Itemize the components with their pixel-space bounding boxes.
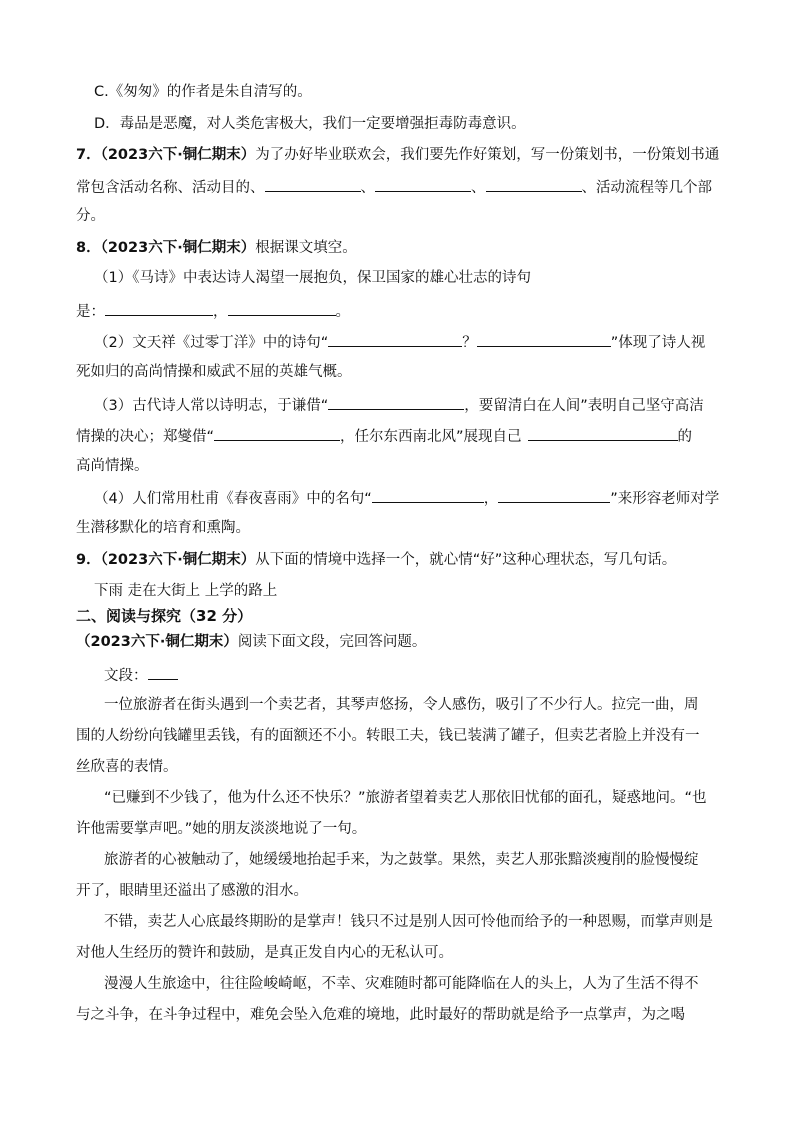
- passage-line: “已赚到不少钱了，他为什么还不快乐？”旅游者望着卖艺人那依旧忧郁的面孔，疑惑地问。“也: [104, 790, 707, 806]
- q8-p3-c: 情操的决心；郑燮借“: [76, 429, 215, 445]
- comma: ，: [213, 304, 228, 320]
- q8-p4: [94, 487, 719, 509]
- q8-p3-d: ，任尔东西南北风”展现自己: [340, 429, 522, 445]
- q6-option-d: D．毒品是恶魔，对人类危害极大，我们一定要增强拒毒防毒意识。: [94, 116, 526, 132]
- q9-text: 从下面的情境中选择一个，就心情“好”这种心理状态，写几句话。: [255, 552, 677, 568]
- passage-line: 一位旅游者在街头遇到一个卖艺者，其琴声悠扬，令人感伤，吸引了不少行人。拉完一曲，周: [104, 697, 699, 713]
- answer-blank[interactable]: [265, 176, 361, 192]
- q8-p1-b: [76, 300, 350, 322]
- answer-blank[interactable]: [498, 487, 610, 503]
- q8-p1-a: （1）《马诗》中表达诗人渴望一展抱负，保卫国家的雄心壮志的诗句: [94, 270, 531, 286]
- answer-blank[interactable]: [486, 176, 582, 192]
- answer-blank[interactable]: [372, 487, 484, 503]
- passage-line: 许他需要掌声吧。”她的朋友淡淡地说了一句。: [76, 821, 367, 837]
- q8-p1-start: 是：: [76, 304, 105, 320]
- section-instruction: [76, 632, 426, 652]
- instruction-text: 阅读下面文段，完回答问题。: [237, 634, 427, 650]
- passage-line: 围的人纷纷向钱罐里丢钱，有的面额还不小。转眼工夫，钱已装满了罐子，但卖艺者脸上并没有一: [76, 728, 700, 744]
- answer-blank[interactable]: [228, 300, 336, 316]
- passage-line: 开了，眼睛里还溢出了感激的泪水。: [76, 883, 308, 899]
- q7-sep: 、: [471, 180, 486, 196]
- answer-blank[interactable]: [105, 300, 213, 316]
- title-blank[interactable]: [148, 664, 178, 680]
- q8-title: 根据课文填空。: [255, 240, 357, 256]
- q9-number: 9．: [76, 552, 101, 568]
- q9-source: （2023六下·铜仁期末）: [100, 552, 256, 568]
- answer-blank[interactable]: [375, 176, 471, 192]
- q8-p3-line2: [76, 425, 692, 447]
- q8-source: （2023六下·铜仁期末）: [100, 240, 256, 256]
- answer-blank[interactable]: [214, 425, 340, 441]
- q8-p3-a: （3）古代诗人常以诗明志，于谦借“: [94, 398, 329, 414]
- q9-options: 下雨 走在大街上 上学的路上: [94, 583, 278, 599]
- q8-p3: [94, 394, 704, 416]
- q7-text-b1: 常包含活动名称、活动目的、: [76, 180, 265, 196]
- passage-label: [104, 664, 178, 686]
- q7-sep: 、: [360, 180, 375, 196]
- answer-blank[interactable]: [328, 394, 464, 410]
- comma: ，: [483, 491, 499, 507]
- q8-p2-c: 死如归的高尚情操和威武不屈的英雄气概。: [76, 364, 352, 380]
- q8-p2-a: （2）文天祥《过零丁洋》中的诗句“: [94, 335, 329, 351]
- passage-line: 漫漫人生旅途中，往往险峻崎岖，不幸、灾难随时都可能降临在人的头上，人为了生活不得不: [104, 976, 699, 992]
- passage-label-text: 文段：: [104, 668, 148, 684]
- q8-p2-b: ”体现了诗人视: [610, 335, 706, 351]
- passage-line: 与之斗争，在斗争过程中，难免会坠入危难的境地，此时最好的帮助就是给予一点掌声，为之喝: [76, 1007, 685, 1023]
- q7-source: （2023六下·铜仁期末）: [100, 147, 256, 163]
- q7-text-b2: 、活动流程等几个部: [581, 180, 712, 196]
- answer-blank[interactable]: [477, 331, 611, 347]
- passage-line: 丝欣喜的表情。: [76, 759, 178, 775]
- q8-p4-b: ”来形容老师对学: [610, 491, 720, 507]
- period: 。: [335, 304, 350, 320]
- q9-header: [76, 550, 676, 570]
- q7-line-2: [76, 176, 712, 198]
- q8-p4-c: 生潜移默化的培育和熏陶。: [76, 520, 250, 536]
- q8-p3-b: ，要留清白在人间”表明自己坚守高洁: [464, 398, 704, 414]
- q6-option-c: C.《匆匆》的作者是朱自清写的。: [94, 84, 312, 100]
- q7-text-c: 分。: [76, 208, 105, 224]
- passage-line: 旅游者的心被触动了，她缓缓地抬起手来，为之鼓掌。果然，卖艺人那张黯淡瘦削的脸慢慢绽: [104, 852, 699, 868]
- section-heading: 二、阅读与探究（32 分）: [76, 607, 253, 625]
- q8-number: 8．: [76, 240, 101, 256]
- passage-line: 不错，卖艺人心底最终期盼的是掌声！钱只不过是别人因可怜他而给予的一种恩赐，而掌声则是: [104, 914, 713, 930]
- q8-p3-f: 高尚情操。: [76, 458, 149, 474]
- q8-p2: [94, 331, 705, 353]
- section-source: （2023六下·铜仁期末）: [76, 634, 238, 650]
- q7-line-1: [76, 145, 719, 165]
- passage-line: 对他人生经历的赞许和鼓励，是真正发自内心的无私认可。: [76, 945, 453, 961]
- q8-p2-q: ？: [462, 335, 477, 351]
- answer-blank[interactable]: [328, 331, 462, 347]
- q7-text-a: 为了办好毕业联欢会，我们要先作好策划，写一份策划书，一份策划书通: [255, 147, 720, 163]
- q8-header: [76, 238, 357, 258]
- q8-p4-a: （4）人们常用杜甫《春夜喜雨》中的名句“: [94, 491, 372, 507]
- answer-blank[interactable]: [528, 425, 678, 441]
- q8-p3-e: 的: [677, 429, 693, 445]
- q7-number: 7．: [76, 147, 101, 163]
